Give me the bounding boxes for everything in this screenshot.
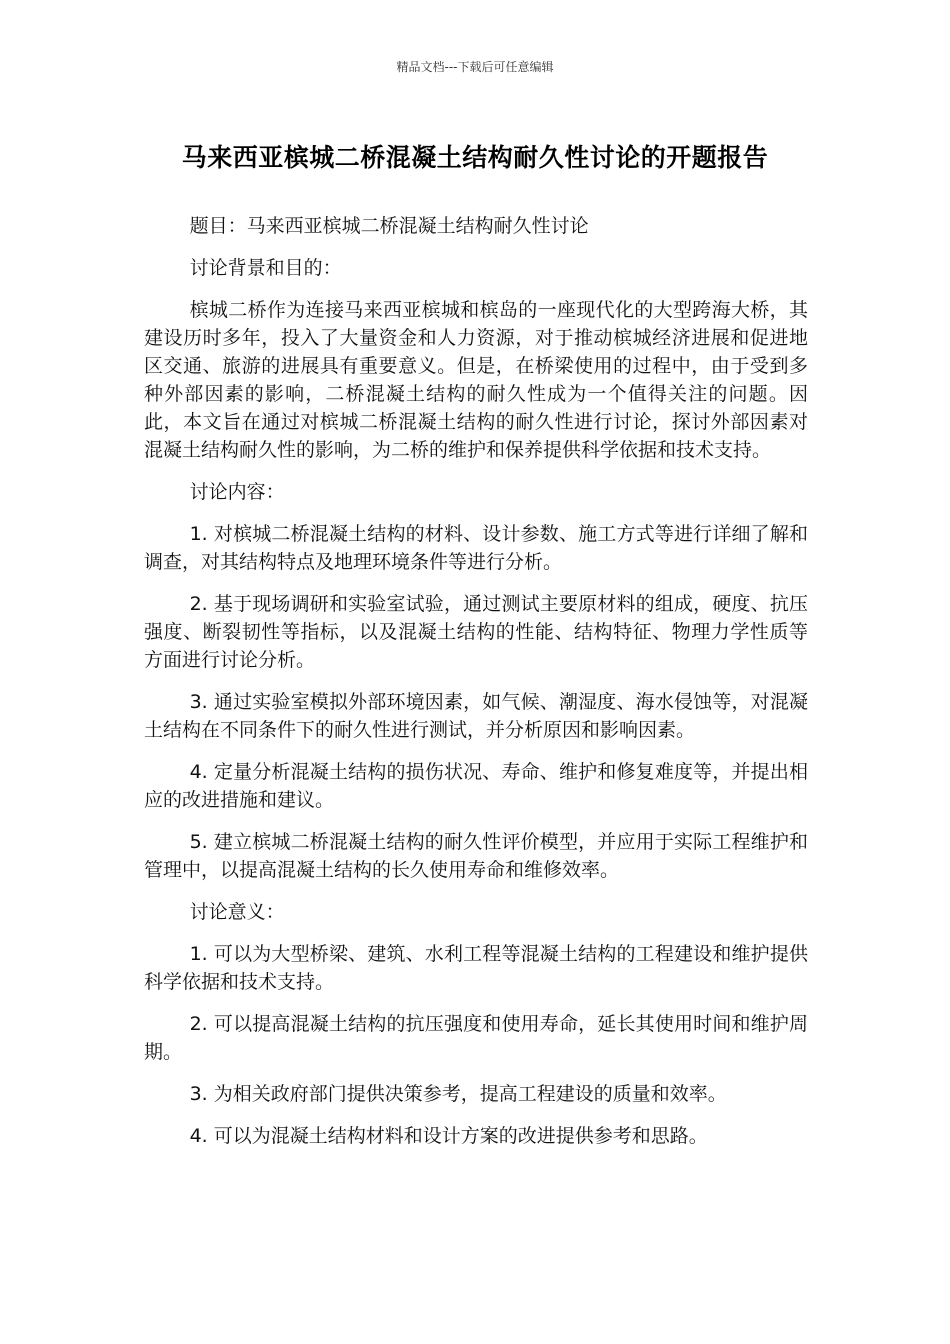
background-paragraph: 槟城二桥作为连接马来西亚槟城和槟岛的一座现代化的大型跨海大桥，其建设历时多年，投入了大量资金和人力资源，对于推动槟城经济进展和促进地区交通、旅游的进展具有重要意义。但是，在桥梁使用的过程中，由于受到多种外部因素的影响，二桥混凝土结构的耐久性成为一个值得关注的问题。因此，本文旨在通过对槟城二桥混凝土结构的耐久性进行讨论，探讨外部因素对混凝土结构耐久性的影响，为二桥的维护和保养提供科学依据和技术支持。 <box>144 299 808 461</box>
significance-item-1: 1. 可以为大型桥梁、建筑、水利工程等混凝土结构的工程建设和维护提供科学依据和技术支持。 <box>144 943 808 993</box>
content-item-1: 1. 对槟城二桥混凝土结构的材料、设计参数、施工方式等进行详细了解和调查，对其结构特点及地理环境条件等进行分析。 <box>144 523 808 573</box>
significance-item-2: 2. 可以提高混凝土结构的抗压强度和使用寿命，延长其使用时间和维护周期。 <box>144 1013 808 1063</box>
significance-item-3: 3. 为相关政府部门提供决策参考，提高工程建设的质量和效率。 <box>189 1083 727 1105</box>
topic-line: 题目：马来西亚槟城二桥混凝土结构耐久性讨论 <box>189 215 589 237</box>
section-heading-content: 讨论内容： <box>189 481 285 503</box>
content-item-5: 5. 建立槟城二桥混凝土结构的耐久性评价模型，并应用于实际工程维护和管理中，以提高混凝土结构的长久使用寿命和维修效率。 <box>144 831 808 881</box>
significance-item-4: 4. 可以为混凝土结构材料和设计方案的改进提供参考和思路。 <box>189 1125 708 1147</box>
page-header-note: 精品文档---下载后可任意编辑 <box>396 60 554 74</box>
content-item-4: 4. 定量分析混凝土结构的损伤状况、寿命、维护和修复难度等，并提出相应的改进措施和建议。 <box>144 761 808 811</box>
content-item-3: 3. 通过实验室模拟外部环境因素，如气候、潮湿度、海水侵蚀等，对混凝土结构在不同条件下的耐久性进行测试，并分析原因和影响因素。 <box>144 691 808 741</box>
document-body <box>144 212 808 1164</box>
section-heading-background: 讨论背景和目的： <box>189 257 342 279</box>
document-title: 马来西亚槟城二桥混凝土结构耐久性讨论的开题报告 <box>181 143 769 172</box>
section-heading-significance: 讨论意义： <box>189 901 285 923</box>
content-item-2: 2. 基于现场调研和实验室试验，通过测试主要原材料的组成，硬度、抗压强度、断裂韧性等指标，以及混凝土结构的性能、结构特征、物理力学性质等方面进行讨论分析。 <box>144 593 808 671</box>
